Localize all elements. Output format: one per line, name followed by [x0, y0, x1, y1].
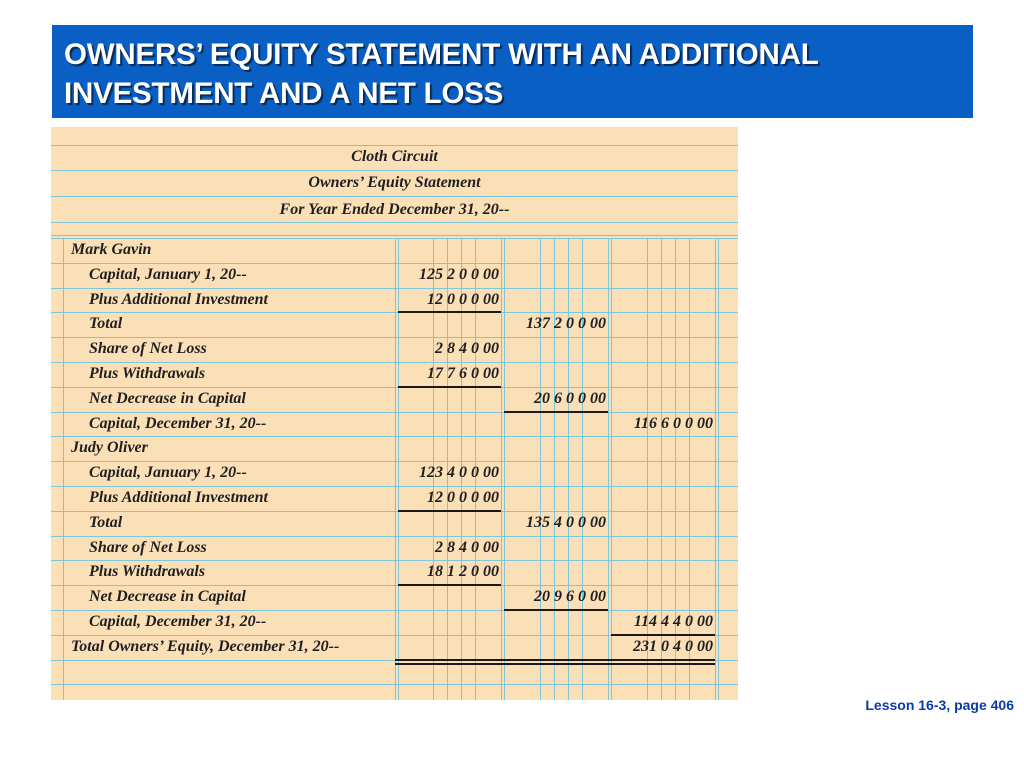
grid-line [608, 238, 609, 700]
single-rule [398, 386, 501, 388]
amount: 17 7 6 0 00 [427, 365, 499, 382]
grid-line [51, 170, 738, 171]
amount: 2 8 4 0 00 [435, 340, 499, 357]
single-rule [398, 510, 501, 512]
line-item-label: Plus Withdrawals [89, 563, 206, 580]
owners-equity-statement [51, 127, 738, 700]
grid-line [611, 238, 612, 700]
amount: 20 6 0 0 00 [534, 390, 606, 407]
grid-line [51, 196, 738, 197]
slide-title-line-2: INVESTMENT AND A NET LOSS [64, 77, 504, 110]
line-item-label: Capital, January 1, 20-- [89, 266, 247, 283]
slide-title-line-1: OWNERS’ EQUITY STATEMENT WITH AN ADDITIONAL [64, 38, 819, 71]
statement-company: Cloth Circuit [351, 148, 438, 165]
amount: 12 0 0 0 00 [427, 291, 499, 308]
single-rule [504, 609, 608, 611]
amount: 125 2 0 0 00 [419, 266, 499, 283]
section-label: Mark Gavin [71, 241, 152, 258]
grid-line [568, 238, 569, 700]
line-item-label: Capital, December 31, 20-- [89, 613, 267, 630]
grid-line [715, 238, 716, 700]
single-rule [504, 411, 608, 413]
section-label: Total Owners’ Equity, December 31, 20-- [71, 638, 340, 655]
line-item-label: Total [89, 315, 123, 332]
section-label: Judy Oliver [71, 439, 148, 456]
line-item-label: Net Decrease in Capital [89, 390, 246, 407]
amount: 231 0 4 0 00 [633, 638, 713, 655]
amount: 18 1 2 0 00 [427, 563, 499, 580]
line-item-label: Capital, January 1, 20-- [89, 464, 247, 481]
amount: 123 4 0 0 00 [419, 464, 499, 481]
grid-line [51, 145, 738, 146]
amount: 135 4 0 0 00 [526, 514, 606, 531]
lesson-reference: Lesson 16-3, page 406 [865, 697, 1014, 713]
grid-line [504, 238, 505, 700]
amount: 116 6 0 0 00 [633, 415, 713, 432]
grid-line [501, 238, 502, 700]
line-item-label: Total [89, 514, 123, 531]
amount: 2 8 4 0 00 [435, 539, 499, 556]
amount: 114 4 4 0 00 [633, 613, 713, 630]
statement-name: Owners’ Equity Statement [308, 174, 481, 191]
amount: 137 2 0 0 00 [526, 315, 606, 332]
line-item-label: Capital, December 31, 20-- [89, 415, 267, 432]
grid-line [51, 235, 738, 236]
line-item-label: Plus Additional Investment [89, 291, 268, 308]
line-item-label: Plus Additional Investment [89, 489, 268, 506]
line-item-label: Plus Withdrawals [89, 365, 206, 382]
double-rule [395, 663, 715, 665]
grid-line [554, 238, 555, 700]
single-rule [398, 311, 501, 313]
grid-line [398, 238, 399, 700]
single-rule [398, 584, 501, 586]
grid-line [395, 238, 396, 700]
grid-line [63, 238, 64, 700]
line-item-label: Share of Net Loss [89, 340, 207, 357]
grid-line [540, 238, 541, 700]
line-item-label: Share of Net Loss [89, 539, 207, 556]
amount: 20 9 6 0 00 [534, 588, 606, 605]
single-rule [611, 634, 715, 636]
amount: 12 0 0 0 00 [427, 489, 499, 506]
statement-period: For Year Ended December 31, 20-- [279, 201, 510, 218]
slide-title-bar [52, 25, 973, 118]
double-rule [395, 659, 715, 661]
grid-line [582, 238, 583, 700]
grid-line [51, 222, 738, 223]
line-item-label: Net Decrease in Capital [89, 588, 246, 605]
grid-line [718, 238, 719, 700]
